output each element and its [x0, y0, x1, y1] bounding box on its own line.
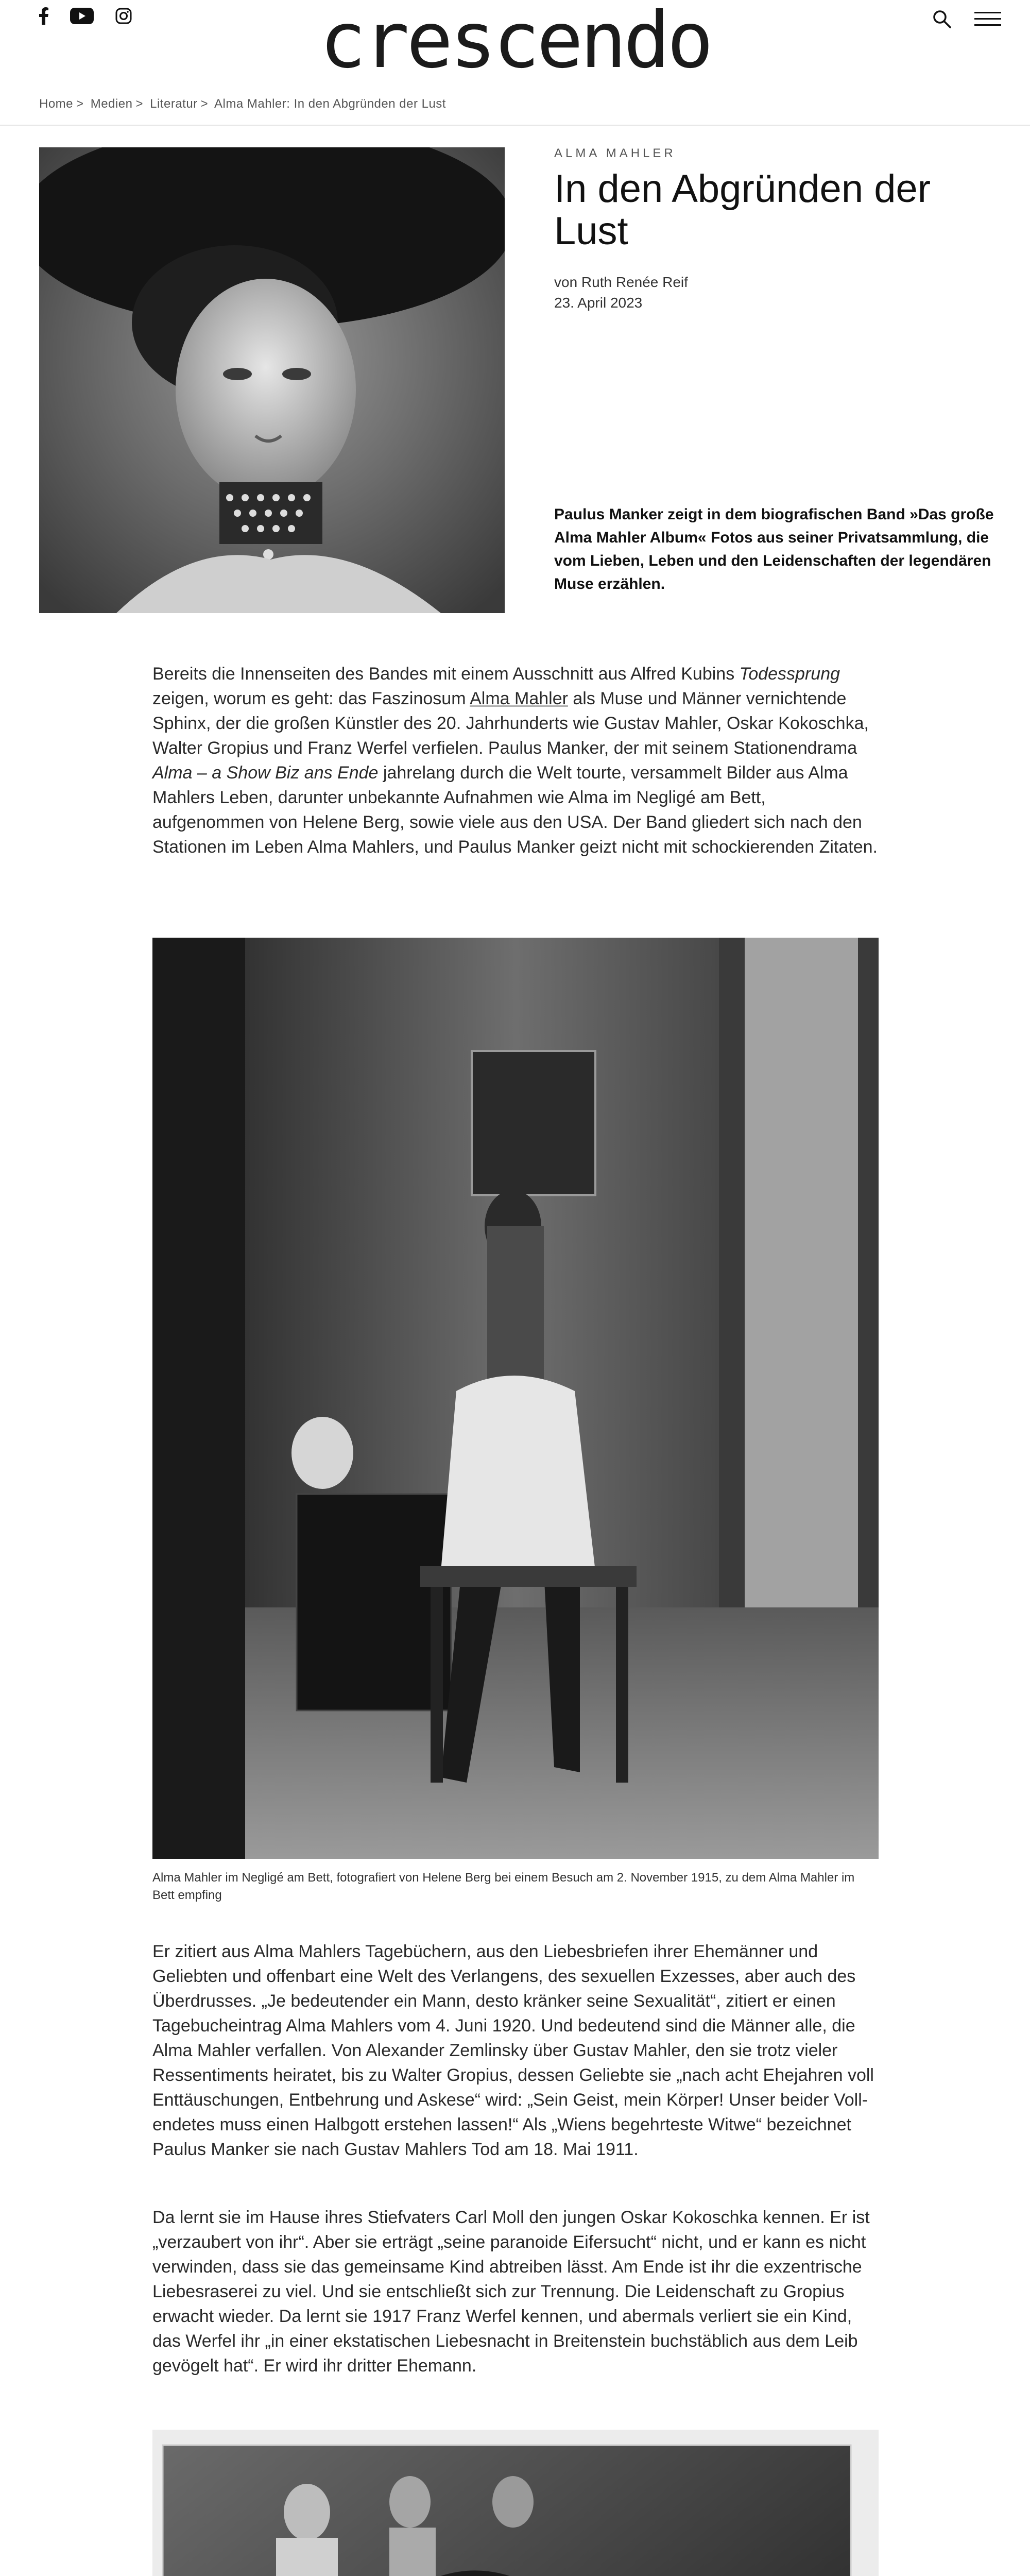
search-icon[interactable]	[932, 9, 952, 31]
article-date: 23. April 2023	[554, 295, 643, 311]
article-paragraph-3: Da lernt sie im Hause ihres Stiefvaters Carl Moll den jungen Oskar Kokoschka kennen. Er ist „verzaubert von ihr“. Aber sie erträgt „seine paranoide Eifersucht“ nicht, und er kann es nicht verwinden, dass sie das gemeinsame Kind abtreiben lässt. Am Ende ist ihr die exzentrische Liebesraserei zu viel. Und sie entschließt sich zur Trennung. Die Leidenschaft zu Gropius erwacht wieder. Da lernt sie 1917 Franz Werfel kennen, und abermals verliert sie ein Kind, das Werfel ihr „in einer ekstatischen Liebesnacht in Breitenstein buchstäblich aus dem Leib gevögelt hat“. Er wird ihr dritter Ehemann.	[152, 2208, 870, 2376]
bernstein-photo-frame	[152, 2430, 879, 2576]
article-kicker: ALMA MAHLER	[554, 146, 676, 160]
article-title: In den Abgründen der Lust	[554, 167, 931, 253]
paragraph-emphasis: Alma – a Show Biz ans Ende	[152, 763, 379, 783]
site-logo[interactable]: crescendo	[319, 0, 711, 86]
paragraph-text: als Muse und Männer vernichtende Sphinx, der die großen Künstler des 20. Jahrhunderts wie Gustav Mahler, Oskar Kokoschka, Walter Gropius und Franz Werfel verfielen. Paulus Manker, der mit seinem Stationendrama	[152, 689, 869, 758]
breadcrumb-home[interactable]: Home	[39, 97, 74, 111]
breadcrumb-literatur[interactable]: Literatur	[150, 97, 198, 111]
paragraph-text: zeigen, worum es geht: das Faszinosum	[152, 689, 470, 708]
alma-negligee-photo	[152, 938, 879, 1859]
paragraph-emphasis: Todessprung	[739, 664, 840, 684]
breadcrumb-separator: >	[76, 97, 84, 111]
article-paragraph-2: Er zitiert aus Alma Mahlers Tagebüchern, aus den Liebesbriefen ihrer Ehemänner und Geliebten und offenbart eine Welt des Verlangens, des sexuellen Exzesses, aber auch des Überdrusses. „Je bedeutender ein Mann, desto kränker seine Sexualität“, zitiert er einen Tagebucheintrag Alma Mahlers vom 4. Juni 1920. Und bedeutend sind die Männer alle, die Alma Mahler verfallen. Von Alexander Zemlinsky über Gustav Mahler, den sie trotz vieler Ressentiments heiratet, bis zu Walter Gropius, dessen Geliebte sie „nach acht Ehejahren voll Enttäuschungen, Entbehrung und Askese“ wird: „Sein Geist, mein Körper! Unser beider Vollendetes muss einen Halbgott erstehen lassen!“ Als „Wiens begehrteste Witwe“ bezeichnet Paulus Manker sie nach Gustav Mahlers Tod am 18. Mai 1911.	[152, 1942, 874, 2159]
hero-portrait-image	[39, 147, 505, 613]
breadcrumb	[39, 97, 449, 111]
article-lead: Paulus Manker zeigt in dem biografischen Band »Das große Alma Mahler Album« Fotos aus seiner Privatsammlung, die vom Lieben, Leben und den Leidenschaften der legendären Muse erzählen.	[554, 506, 994, 592]
header-actions	[932, 9, 1001, 31]
breadcrumb-separator: >	[135, 97, 143, 111]
article-byline	[554, 272, 688, 313]
header-divider	[0, 125, 1030, 126]
site-header	[0, 0, 1030, 93]
alma-mahler-link[interactable]: Alma Mahler	[470, 689, 568, 708]
breadcrumb-separator: >	[200, 97, 209, 111]
article-paragraph-1	[152, 662, 879, 859]
article-author: von Ruth Renée Reif	[554, 274, 688, 290]
menu-icon[interactable]	[974, 11, 1001, 30]
paragraph-text: Bereits die Innenseiten des Bandes mit einem Ausschnitt aus Alfred Kubins	[152, 664, 740, 684]
breadcrumb-medien[interactable]: Medien	[90, 97, 133, 111]
breadcrumb-current: Alma Mahler: In den Abgründen der Lust	[214, 97, 446, 111]
bernstein-carnegie-hall-photo	[152, 2430, 879, 2576]
photo-caption-1: Alma Mahler im Negligé am Bett, fotografiert von Helene Berg bei einem Besuch am 2. November 1915, zu dem Alma Mahler im Bett empfing	[152, 1871, 855, 1902]
paragraph-text: jahrelang durch die Welt tourte, versammelt Bilder aus Alma Mahlers Leben, darunter unbekannte Aufnahmen wie Alma im Negligé am Bett, aufgenommen von Helene Berg, sowie viele aus den USA. Der Band gliedert sich nach den Stationen im Leben Alma Mahlers, und Paulus Manker geizt nicht mit schockierenden Zitaten.	[152, 763, 878, 857]
